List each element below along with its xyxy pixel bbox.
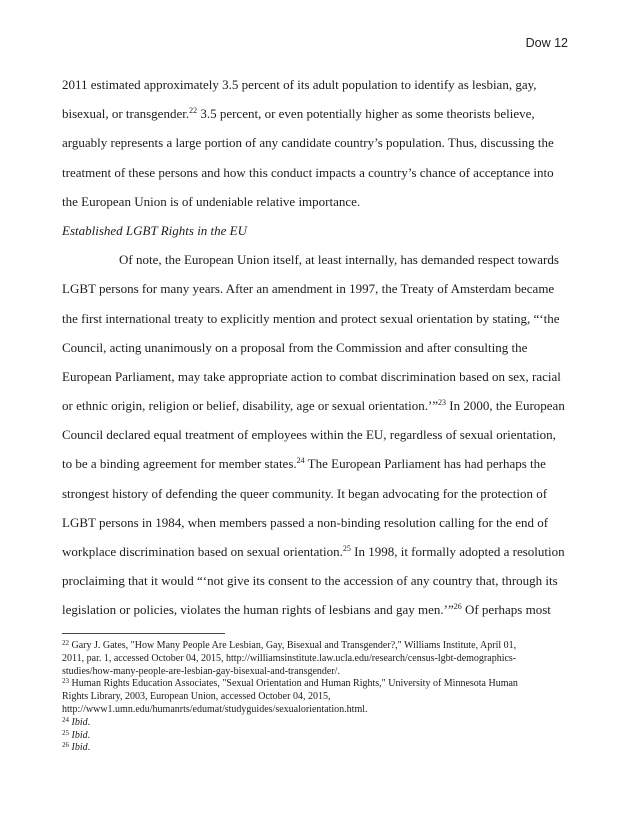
footnote-ref-24[interactable]: 24: [296, 456, 305, 466]
footnote-25-period: .: [87, 729, 91, 741]
p1-line-2-a: bisexual, or transgender.: [62, 106, 190, 122]
footnote-separator: [62, 633, 225, 634]
footnote-26-number: 26: [62, 741, 69, 750]
body-text: [62, 70, 582, 625]
p2-line-6-b: In 2000, the European: [446, 398, 565, 414]
footnote-ref-26[interactable]: 26: [453, 602, 462, 612]
p2-line-1: Of note, the European Union itself, at least internally, has demanded respect towards: [119, 252, 559, 268]
p2-line-8-b: The European Parliament has had perhaps the: [304, 456, 546, 472]
p1-line-1: 2011 estimated approximately 3.5 percent of its adult population to identify as lesbian, gay,: [62, 77, 537, 92]
p1-line-4: treatment of these persons and how this conduct impacts a country’s chance of acceptance into: [62, 164, 554, 180]
p2-line-11-a: workplace discrimination based on sexual orientation.: [62, 544, 343, 559]
p2-line-8-a: to be a binding agreement for member states.: [62, 456, 297, 472]
footnote-25-number: 25: [62, 728, 69, 737]
footnote-24-text: Ibid: [71, 716, 88, 728]
footnote-22-text-1: Gary J. Gates, "How Many People Are Lesbian, Gay, Bisexual and Transgender?," Williams Institute, April 01,: [69, 640, 517, 651]
footnote-23-line-3: http://www1.umn.edu/humanrts/edumat/studyguides/sexualorientation.html.: [62, 703, 368, 715]
footnotes: [62, 640, 582, 755]
p1-line-2-b: 3.5 percent, or even potentially higher as some theorists believe,: [197, 106, 535, 122]
running-head: Dow 12: [525, 36, 568, 50]
footnote-25: [62, 730, 582, 743]
footnote-ref-23[interactable]: 23: [438, 398, 447, 408]
p2-line-13-b: Of perhaps most: [461, 602, 551, 618]
p2-line-12: proclaiming that it would “‘not give its consent to the accession of any country that, through its: [62, 573, 558, 589]
footnote-22-line-3: studies/how-many-people-are-lesbian-gay-bisexual-and-transgender/.: [62, 665, 340, 677]
p2-line-8: [62, 449, 582, 478]
p2-line-6-a: or ethnic origin, religion or belief, disability, age or sexual orientation.’”: [62, 398, 439, 414]
p2-line-11: [62, 537, 582, 566]
footnote-26: [62, 742, 582, 755]
p2-line-4: Council, acting unanimously on a proposal from the Commission and after consulting the: [62, 339, 528, 355]
p2-line-9: strongest history of defending the queer community. It began advocating for the protection of: [62, 485, 548, 501]
footnote-22-line-2: 2011, par. 1, accessed October 04, 2015, http://williamsinstitute.law.ucla.edu/research/census-lgbt-demographics-: [62, 652, 517, 664]
footnote-22-line-1: [62, 640, 582, 653]
footnote-26-period: .: [87, 742, 91, 754]
footnote-24-period: .: [87, 716, 91, 728]
p2-line-13: [62, 595, 582, 624]
footnote-22-number: 22: [62, 639, 69, 647]
footnote-26-text: Ibid: [71, 742, 88, 754]
footnote-ref-22[interactable]: 22: [189, 106, 198, 116]
p1-line-5: the European Union is of undeniable relative importance.: [62, 193, 361, 209]
section-heading: Established LGBT Rights in the EU: [62, 222, 248, 238]
p2-line-11-b: In 1998, it formally adopted a resolution: [350, 544, 565, 559]
p2-line-5: European Parliament, may take appropriate action to combat discrimination based on sex, racial: [62, 368, 561, 384]
p2-line-13-a: legislation or policies, violates the human rights of lesbians and gay men.’”: [62, 602, 454, 618]
p2-line-3: the first international treaty to explicitly mention and protect sexual orientation by stating, “‘the: [62, 310, 560, 326]
p2-line-6: [62, 391, 582, 420]
p2-line-7: Council declared equal treatment of employees within the EU, regardless of sexual orientation,: [62, 427, 556, 443]
footnote-ref-25[interactable]: 25: [342, 544, 351, 553]
footnote-24: [62, 717, 582, 730]
footnote-23-number: 23: [62, 677, 69, 686]
footnote-23-text-1: Human Rights Education Associates, "Sexual Orientation and Human Rights," University of Minnesota Human: [69, 678, 518, 690]
p2-line-2: LGBT persons for many years. After an amendment in 1997, the Treaty of Amsterdam became: [62, 281, 555, 297]
footnote-23-line-1: [62, 678, 582, 691]
footnote-24-number: 24: [62, 715, 69, 724]
footnote-23-line-2: Rights Library, 2003, European Union, accessed October 04, 2015,: [62, 691, 331, 703]
p1-line-3: arguably represents a large portion of any candidate country’s population. Thus, discussing the: [62, 135, 554, 151]
p2-line-10: LGBT persons in 1984, when members passed a non-binding resolution calling for the end of: [62, 514, 549, 530]
p1-line-2: [62, 99, 582, 128]
footnote-25-text: Ibid: [71, 729, 88, 741]
